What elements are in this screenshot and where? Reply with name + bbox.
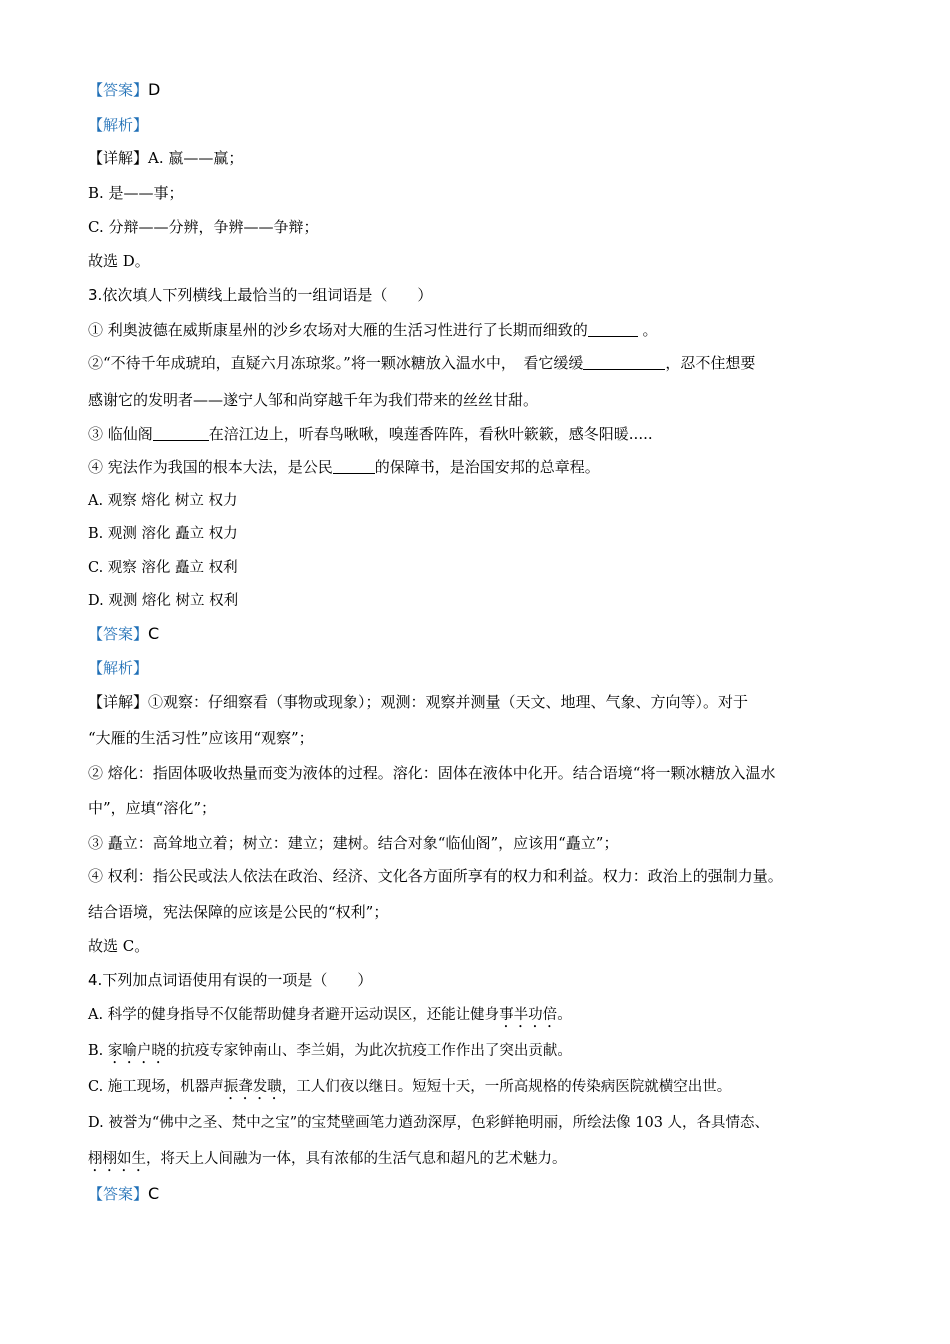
question-number: 4.: [88, 971, 103, 989]
q3-detail-5: ③ 矗立：高耸地立着；树立：建立；建树。结合对象“临仙阁”，应该用“矗立”；: [88, 834, 619, 852]
q3-analysis-line: [88, 657, 148, 679]
fill-blank: [583, 353, 665, 370]
q2-line-b: B. 是——事；: [88, 184, 184, 202]
answer-value: C: [148, 624, 160, 643]
detail-tag: 【详解】: [88, 149, 149, 167]
fill-blank: [333, 457, 375, 474]
q2-conclusion: 故选 D。: [88, 252, 150, 270]
answer-value: D: [148, 80, 161, 99]
option-text: C. 施工现场，机器声: [88, 1079, 224, 1095]
q3-sentence-2-cont: 感谢它的发明者——遂宁人邹和尚穿越千年为我们带来的丝丝甘甜。: [88, 391, 539, 409]
q3-detail-1: [88, 691, 748, 713]
fill-blank: [588, 320, 638, 337]
question-text: 依次填人下列横线上最恰当的一组词语是（ ）: [102, 286, 433, 304]
sentence-text: 。: [637, 321, 658, 339]
sentence-text: ②“不待千年成琥珀，直疑六月冻琼浆。”将一颗冰糖放入温水中， 看它缓缓: [88, 354, 584, 372]
question-text: 下列加点词语使用有误的一项是（ ）: [102, 971, 373, 989]
q4-option-d-cont: [88, 1148, 567, 1175]
answer-value: C: [148, 1184, 160, 1203]
q3-conclusion: 故选 C。: [88, 937, 150, 955]
detail-text: ①观察：仔细察看（事物或现象）；观测：观察并测量（天文、地理、气象、方向等）。对于: [148, 693, 749, 711]
option-text: ，将天上人间融为一体，具有浓郁的生活气息和超凡的艺术魅力。: [146, 1151, 567, 1167]
dotted-phrase: 家喻户晓: [107, 1043, 166, 1059]
sentence-text: ，忍不住想要: [665, 354, 756, 372]
q3-detail-4: 中”，应填“溶化”；: [88, 799, 217, 817]
answer-tag: 【答案】: [88, 81, 149, 99]
q4-option-a: [88, 1004, 572, 1031]
option-text: 的抗疫专家钟南山、李兰娟，为此次抗疫工作作出了突出贡献。: [165, 1043, 572, 1059]
analysis-tag: 【解析】: [88, 659, 149, 677]
q3-sentence-2: [88, 352, 755, 374]
option-text: ，工人们夜以继日。短短十天，一所高规格的传染病医院就横空出世。: [281, 1079, 732, 1095]
q3-sentence-4: [88, 456, 600, 478]
dotted-phrase: 振聋发聩: [223, 1079, 282, 1095]
q4-option-c: [88, 1076, 731, 1103]
q3-stem: [88, 284, 432, 306]
sentence-text: ④ 宪法作为我国的根本大法，是公民: [88, 458, 333, 476]
q4-option-b: [88, 1040, 572, 1067]
sentence-text: ③ 临仙阁: [88, 425, 153, 443]
answer-tag: 【答案】: [88, 1185, 149, 1203]
q3-detail-3: ② 熔化：指固体吸收热量而变为液体的过程。溶化：固体在液体中化开。结合语境“将一颗冰糖放入温水: [88, 764, 776, 782]
option-label: B.: [88, 1043, 108, 1059]
q3-sentence-1: [88, 319, 658, 341]
q2-answer-line: [88, 79, 160, 101]
q2-line-c: C. 分辩——分辨，争辨——争辩；: [88, 218, 319, 236]
sentence-text: 的保障书，是治国安邦的总章程。: [374, 458, 600, 476]
q3-option-a: A. 观察 熔化 树立 权力: [88, 493, 238, 509]
q3-option-d: D. 观测 熔化 树立 权利: [88, 593, 239, 609]
dotted-phrase: 事半功倍: [499, 1007, 558, 1023]
answer-tag: 【答案】: [88, 625, 149, 643]
q3-detail-7: 结合语境，宪法保障的应该是公民的“权利”；: [88, 903, 389, 921]
dotted-phrase: 栩栩如生: [88, 1151, 146, 1167]
q3-sentence-3: [88, 423, 653, 445]
q3-detail-2: “大雁的生活习性”应该用“观察”；: [88, 729, 314, 747]
q4-option-d: D. 被誉为“佛中之圣、梵中之宝”的宝梵壁画笔力遒劲深厚，色彩鲜艳明丽，所绘法像 103 人，各具情态、: [88, 1115, 770, 1131]
question-number: 3.: [88, 286, 103, 304]
q3-option-b: B. 观测 溶化 矗立 权力: [88, 526, 238, 542]
analysis-tag: 【解析】: [88, 116, 149, 134]
option-text: A. 科学的健身指导不仅能帮助健身者避开运动误区，还能让健身: [88, 1007, 500, 1023]
sentence-text: ① 利奥波德在威斯康星州的沙乡农场对大雁的生活习性进行了长期而细致的: [88, 321, 588, 339]
q2-detail-line: [88, 147, 243, 169]
q2-analysis-line: [88, 114, 148, 136]
q4-answer-line: [88, 1183, 159, 1205]
q3-detail-6: ④ 权利：指公民或法人依法在政治、经济、文化各方面所享有的权力和利益。权力：政治上的强制力量。: [88, 867, 783, 885]
option-text: 。: [557, 1007, 572, 1023]
detail-tag: 【详解】: [88, 693, 149, 711]
sentence-text: 在涪江边上，听春鸟啾啾，嗅莲香阵阵，看秋叶簌簌，感冬阳暖.....: [208, 425, 653, 443]
q4-stem: [88, 969, 372, 991]
q3-answer-line: [88, 623, 159, 645]
q3-option-c: C. 观察 溶化 矗立 权利: [88, 560, 238, 576]
detail-text: A. 嬴——赢；: [148, 149, 244, 167]
fill-blank: [153, 424, 209, 441]
